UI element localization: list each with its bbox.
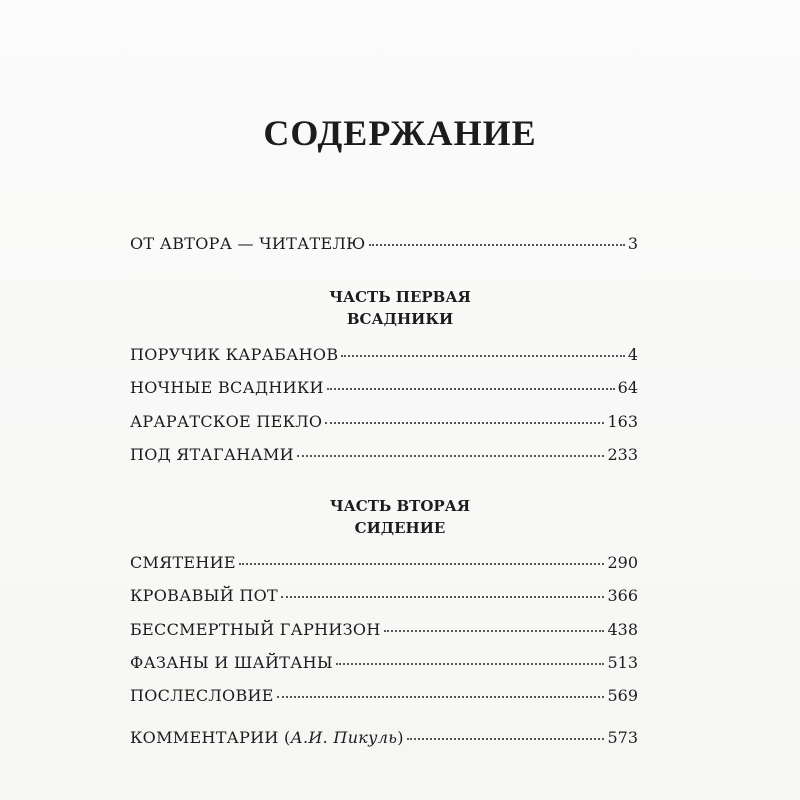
toc-entry-label: ОТ АВТОРА — ЧИТАТЕЛЮ <box>130 234 366 253</box>
dot-leader <box>297 454 605 457</box>
dot-leader <box>281 595 604 598</box>
dot-leader <box>277 695 605 698</box>
dot-leader <box>325 421 604 424</box>
toc-entry-page: 233 <box>607 445 638 464</box>
toc-entry-page: 513 <box>607 653 638 672</box>
toc-entry[interactable] <box>130 445 638 465</box>
dot-leader <box>369 243 625 246</box>
toc-entry-label: АРАРАТСКОЕ ПЕКЛО <box>130 412 323 431</box>
dot-leader <box>407 737 605 740</box>
toc-entry[interactable] <box>130 412 638 432</box>
comments-paren-open: ( <box>278 728 291 747</box>
toc-entry-page: 163 <box>607 412 638 431</box>
comments-author: А.И. Пикуль <box>290 728 398 747</box>
dot-leader <box>327 387 615 390</box>
dot-leader <box>384 629 605 632</box>
toc-entry-page: 4 <box>627 345 638 364</box>
toc-entry[interactable] <box>130 553 638 573</box>
toc-entry[interactable] <box>130 653 638 673</box>
comments-label: КОММЕНТАРИИ <box>130 728 279 747</box>
toc-entry[interactable] <box>130 620 638 640</box>
toc-entry[interactable] <box>130 686 638 706</box>
part-heading-2 <box>0 495 800 539</box>
dot-leader <box>239 562 605 565</box>
toc-entry[interactable] <box>130 345 638 365</box>
dot-leader <box>336 662 605 665</box>
page-title: СОДЕРЖАНИЕ <box>263 113 537 153</box>
toc-entry-label: СМЯТЕНИЕ <box>130 553 236 572</box>
toc-entry-page: 366 <box>607 586 638 605</box>
toc-entry-label: ФАЗАНЫ И ШАЙТАНЫ <box>130 653 333 672</box>
toc-entry-comments[interactable] <box>130 728 638 748</box>
part-title: ЧАСТЬ ПЕРВАЯ <box>329 288 471 306</box>
toc-entry-page: 64 <box>617 378 638 397</box>
toc-entry-intro[interactable] <box>130 234 638 254</box>
toc-entry[interactable] <box>130 586 638 606</box>
toc-entry-page: 290 <box>607 553 638 572</box>
toc-entry-page: 3 <box>627 234 638 253</box>
toc-entry-label: ПОРУЧИК КАРАБАНОВ <box>130 345 339 364</box>
toc-entry-label: КРОВАВЫЙ ПОТ <box>130 586 279 605</box>
part-subtitle: СИДЕНИЕ <box>354 519 446 537</box>
dot-leader <box>341 354 624 357</box>
toc-entry-label: НОЧНЫЕ ВСАДНИКИ <box>130 378 324 397</box>
comments-paren-close: ) <box>397 728 404 747</box>
toc-entry-label: ПОСЛЕСЛОВИЕ <box>130 686 274 705</box>
part-heading-1 <box>0 286 800 330</box>
part-title: ЧАСТЬ ВТОРАЯ <box>329 497 471 515</box>
toc-entry-page: 573 <box>607 728 638 747</box>
toc-entry-page: 438 <box>607 620 638 639</box>
toc-entry-label: ПОД ЯТАГАНАМИ <box>130 445 294 464</box>
part-subtitle: ВСАДНИКИ <box>346 310 454 328</box>
toc-entry-page: 569 <box>607 686 638 705</box>
toc-entry[interactable] <box>130 378 638 398</box>
toc-entry-label <box>130 728 404 748</box>
toc-entry-label: БЕССМЕРТНЫЙ ГАРНИЗОН <box>130 620 381 639</box>
